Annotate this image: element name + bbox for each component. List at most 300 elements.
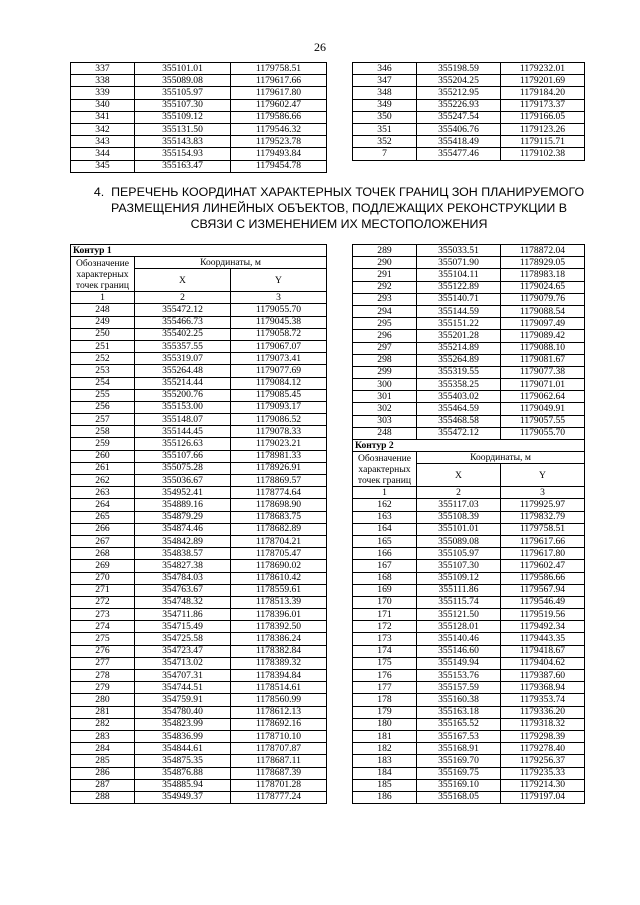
point-number: 348 (353, 87, 417, 99)
x-coordinate: 354949.37 (135, 791, 231, 803)
x-coordinate: 355033.51 (417, 245, 501, 257)
point-number: 303 (353, 415, 417, 427)
table-row (353, 318, 585, 330)
table-row (353, 730, 585, 742)
x-coordinate: 355153.76 (417, 670, 501, 682)
table-row (71, 340, 327, 352)
y-coordinate: 1179084.12 (231, 377, 327, 389)
table-row (71, 123, 327, 135)
point-number: 285 (71, 755, 135, 767)
point-number: 250 (71, 328, 135, 340)
point-number: 269 (71, 560, 135, 572)
table-row (353, 657, 585, 669)
x-coordinate: 355075.28 (135, 462, 231, 474)
point-number: 298 (353, 354, 417, 366)
contour-1-title: Контур 1 (71, 245, 135, 257)
point-number: 278 (71, 670, 135, 682)
point-number: 251 (71, 340, 135, 352)
x-coordinate: 354715.49 (135, 621, 231, 633)
table-row (353, 694, 585, 706)
point-number: 166 (353, 548, 417, 560)
y-coordinate: 1179073.41 (231, 353, 327, 365)
x-coordinate: 354748.32 (135, 596, 231, 608)
table-row (71, 560, 327, 572)
y-coordinate: 1179523.78 (231, 136, 327, 148)
point-number: 266 (71, 523, 135, 535)
point-number: 291 (353, 269, 417, 281)
x-coordinate: 355168.91 (417, 743, 501, 755)
column-number-row (353, 487, 585, 499)
table-row (71, 401, 327, 413)
table-row (71, 718, 327, 730)
point-number: 339 (71, 87, 135, 99)
x-coordinate: 355105.97 (417, 548, 501, 560)
point-number: 295 (353, 318, 417, 330)
y-coordinate: 1179197.04 (501, 791, 585, 803)
x-coordinate: 355160.38 (417, 694, 501, 706)
x-coordinate: 355105.97 (135, 87, 231, 99)
y-coordinate: 1178386.24 (231, 633, 327, 645)
y-coordinate: 1179418.67 (501, 645, 585, 657)
point-number: 274 (71, 621, 135, 633)
contour-title-row (353, 440, 585, 452)
table-row (353, 293, 585, 305)
x-coordinate: 355418.49 (417, 136, 501, 148)
y-coordinate: 1179088.54 (501, 305, 585, 317)
y-coordinate: 1179045.38 (231, 316, 327, 328)
point-number: 178 (353, 694, 417, 706)
y-coordinate: 1178612.13 (231, 706, 327, 718)
y-coordinate: 1178983.18 (501, 269, 585, 281)
point-number: 168 (353, 572, 417, 584)
y-coordinate: 1178687.39 (231, 767, 327, 779)
x-coordinate: 355472.12 (135, 304, 231, 316)
top-right-coordinates-table (352, 62, 585, 161)
section-title-line-2: РАЗМЕЩЕНИЯ ЛИНЕЙНЫХ ОБЪЕКТОВ, ПОДЛЕЖАЩИХ РЕКОНСТРУКЦИИ В (110, 201, 568, 215)
x-coordinate: 355319.55 (417, 366, 501, 378)
x-coordinate: 355143.83 (135, 136, 231, 148)
x-coordinate: 355109.12 (417, 572, 501, 584)
point-number: 248 (353, 427, 417, 439)
x-coordinate: 355204.25 (417, 75, 501, 87)
table-row (353, 743, 585, 755)
table-row (353, 791, 585, 803)
table-row (71, 755, 327, 767)
point-number: 343 (71, 136, 135, 148)
x-coordinate: 355036.67 (135, 475, 231, 487)
y-coordinate: 1179617.80 (501, 548, 585, 560)
point-number: 167 (353, 560, 417, 572)
table-row (353, 403, 585, 415)
table-row (353, 706, 585, 718)
point-number: 300 (353, 379, 417, 391)
y-coordinate: 1179058.72 (231, 328, 327, 340)
x-coordinate: 354707.31 (135, 670, 231, 682)
table-row (71, 75, 327, 87)
point-number: 346 (353, 63, 417, 75)
x-coordinate: 355214.89 (417, 342, 501, 354)
point-number: 294 (353, 305, 417, 317)
point-number: 347 (353, 75, 417, 87)
x-coordinate: 355214.44 (135, 377, 231, 389)
coordinates-header: Координаты, м (417, 452, 585, 464)
y-coordinate: 1178610.42 (231, 572, 327, 584)
x-coordinate: 355144.59 (417, 305, 501, 317)
point-number: 341 (71, 111, 135, 123)
x-coordinate: 355146.60 (417, 645, 501, 657)
y-coordinate: 1178774.64 (231, 487, 327, 499)
point-number: 261 (71, 462, 135, 474)
designation-header: Обозначение характерных точек границ (353, 452, 417, 487)
x-coordinate: 354784.03 (135, 572, 231, 584)
y-coordinate: 1179088.10 (501, 342, 585, 354)
x-coordinate: 355406.76 (417, 123, 501, 135)
point-number: 177 (353, 682, 417, 694)
point-number: 181 (353, 730, 417, 742)
point-number: 281 (71, 706, 135, 718)
column-number: 2 (417, 487, 501, 499)
x-coordinate: 355357.55 (135, 340, 231, 352)
x-coordinate: 355264.89 (417, 354, 501, 366)
x-coordinate: 354763.67 (135, 584, 231, 596)
x-coordinate: 355264.48 (135, 365, 231, 377)
designation-header: Обозначение характерных точек границ (71, 257, 135, 292)
x-coordinate: 355115.74 (417, 596, 501, 608)
point-number: 289 (353, 245, 417, 257)
table-row (353, 415, 585, 427)
point-number: 345 (71, 160, 135, 172)
point-number: 271 (71, 584, 135, 596)
point-number: 265 (71, 511, 135, 523)
x-coordinate: 355165.52 (417, 718, 501, 730)
table-row (71, 596, 327, 608)
point-number: 283 (71, 730, 135, 742)
point-number: 184 (353, 767, 417, 779)
table-row (353, 342, 585, 354)
top-left-coordinates-table (70, 62, 327, 173)
point-number: 256 (71, 401, 135, 413)
y-coordinate: 1178701.28 (231, 779, 327, 791)
table-row (353, 281, 585, 293)
y-coordinate: 1179023.21 (231, 438, 327, 450)
y-header: Y (501, 464, 585, 487)
x-coordinate: 354889.16 (135, 499, 231, 511)
point-number: 284 (71, 743, 135, 755)
point-number: 270 (71, 572, 135, 584)
point-number: 293 (353, 293, 417, 305)
point-number: 185 (353, 779, 417, 791)
y-coordinate: 1178705.47 (231, 548, 327, 560)
table-row (353, 718, 585, 730)
table-row (353, 111, 585, 123)
y-coordinate: 1179085.45 (231, 389, 327, 401)
point-number: 163 (353, 511, 417, 523)
x-coordinate: 355153.00 (135, 401, 231, 413)
table-row (71, 87, 327, 99)
point-number: 287 (71, 779, 135, 791)
table-row (353, 755, 585, 767)
x-coordinate: 354713.02 (135, 657, 231, 669)
contour-title-row (71, 245, 327, 257)
y-coordinate: 1179602.47 (231, 99, 327, 111)
point-number: 176 (353, 670, 417, 682)
y-coordinate: 1179617.80 (231, 87, 327, 99)
point-number: 272 (71, 596, 135, 608)
point-number: 338 (71, 75, 135, 87)
x-coordinate: 355108.39 (417, 511, 501, 523)
x-header: X (417, 464, 501, 487)
x-coordinate: 355157.59 (417, 682, 501, 694)
x-coordinate: 355089.08 (417, 535, 501, 547)
y-coordinate: 1179493.84 (231, 148, 327, 160)
contour-title-spacer (135, 245, 327, 257)
x-coordinate: 355128.01 (417, 621, 501, 633)
y-coordinate: 1179049.91 (501, 403, 585, 415)
point-number: 292 (353, 281, 417, 293)
x-coordinate: 355122.89 (417, 281, 501, 293)
y-coordinate: 1179546.49 (501, 596, 585, 608)
x-coordinate: 355247.54 (417, 111, 501, 123)
point-number: 257 (71, 414, 135, 426)
table-row (71, 328, 327, 340)
y-coordinate: 1179925.97 (501, 499, 585, 511)
point-number: 183 (353, 755, 417, 767)
y-coordinate: 1179093.17 (231, 401, 327, 413)
y-coordinate: 1179546.32 (231, 123, 327, 135)
x-coordinate: 355104.11 (417, 269, 501, 281)
table-row (71, 426, 327, 438)
x-coordinate: 355117.03 (417, 499, 501, 511)
y-coordinate: 1179443.35 (501, 633, 585, 645)
x-coordinate: 354952.41 (135, 487, 231, 499)
x-coordinate: 355140.46 (417, 633, 501, 645)
x-coordinate: 354725.58 (135, 633, 231, 645)
contour-title-spacer (417, 440, 585, 452)
table-row (353, 427, 585, 439)
point-number: 276 (71, 645, 135, 657)
table-row (353, 535, 585, 547)
x-coordinate: 355131.50 (135, 123, 231, 135)
y-coordinate: 1179832.79 (501, 511, 585, 523)
table-row (71, 633, 327, 645)
table-row (353, 245, 585, 257)
table-row (71, 462, 327, 474)
table-row (71, 148, 327, 160)
y-coordinate: 1178710.10 (231, 730, 327, 742)
x-coordinate: 354885.94 (135, 779, 231, 791)
x-coordinate: 354711.86 (135, 609, 231, 621)
table-row (353, 609, 585, 621)
y-coordinate: 1179387.60 (501, 670, 585, 682)
y-coordinate: 1179078.33 (231, 426, 327, 438)
point-number: 170 (353, 596, 417, 608)
table-row (71, 670, 327, 682)
point-number: 349 (353, 99, 417, 111)
table-row (71, 743, 327, 755)
contour-1-table (70, 244, 327, 804)
x-coordinate: 354823.99 (135, 718, 231, 730)
x-coordinate: 355468.58 (417, 415, 501, 427)
point-number: 264 (71, 499, 135, 511)
x-coordinate: 355212.95 (417, 87, 501, 99)
y-coordinate: 1179232.01 (501, 63, 585, 75)
y-coordinate: 1178683.75 (231, 511, 327, 523)
x-coordinate: 354723.47 (135, 645, 231, 657)
point-number: 171 (353, 609, 417, 621)
point-number: 162 (353, 499, 417, 511)
x-coordinate: 354827.38 (135, 560, 231, 572)
y-coordinate: 1178869.57 (231, 475, 327, 487)
y-coordinate: 1179567.94 (501, 584, 585, 596)
point-number: 180 (353, 718, 417, 730)
x-coordinate: 355472.12 (417, 427, 501, 439)
coordinates-header: Координаты, м (135, 257, 327, 269)
x-coordinate: 355464.59 (417, 403, 501, 415)
x-coordinate: 354875.35 (135, 755, 231, 767)
x-coordinate: 354744.51 (135, 682, 231, 694)
x-coordinate: 355151.22 (417, 318, 501, 330)
y-coordinate: 1178872.04 (501, 245, 585, 257)
table-row (353, 548, 585, 560)
x-coordinate: 355101.01 (417, 523, 501, 535)
x-header: X (135, 269, 231, 292)
point-number: 172 (353, 621, 417, 633)
table-row (353, 682, 585, 694)
table-row (353, 123, 585, 135)
y-coordinate: 1179081.67 (501, 354, 585, 366)
x-coordinate: 355403.02 (417, 391, 501, 403)
x-coordinate: 355107.30 (135, 99, 231, 111)
y-coordinate: 1179184.20 (501, 87, 585, 99)
column-number-row (71, 292, 327, 304)
point-number: 299 (353, 366, 417, 378)
table-row (71, 414, 327, 426)
y-coordinate: 1179278.40 (501, 743, 585, 755)
x-coordinate: 355169.70 (417, 755, 501, 767)
table-row (353, 366, 585, 378)
header-row (353, 452, 585, 464)
y-coordinate: 1179115.71 (501, 136, 585, 148)
x-coordinate: 355148.07 (135, 414, 231, 426)
table-row (353, 257, 585, 269)
table-row (71, 694, 327, 706)
x-coordinate: 354836.99 (135, 730, 231, 742)
point-number: 252 (71, 353, 135, 365)
x-coordinate: 355144.45 (135, 426, 231, 438)
x-coordinate: 354879.29 (135, 511, 231, 523)
x-coordinate: 355477.46 (417, 148, 501, 160)
point-number: 186 (353, 791, 417, 803)
y-coordinate: 1178926.91 (231, 462, 327, 474)
point-number: 286 (71, 767, 135, 779)
point-number: 165 (353, 535, 417, 547)
point-number: 268 (71, 548, 135, 560)
y-coordinate: 1179089.42 (501, 330, 585, 342)
table-row (71, 621, 327, 633)
point-number: 267 (71, 535, 135, 547)
point-number: 7 (353, 148, 417, 160)
point-number: 248 (71, 304, 135, 316)
table-row (353, 779, 585, 791)
y-coordinate: 1179214.30 (501, 779, 585, 791)
x-coordinate: 354780.40 (135, 706, 231, 718)
x-coordinate: 354844.61 (135, 743, 231, 755)
y-coordinate: 1179166.05 (501, 111, 585, 123)
y-coordinate: 1179586.66 (501, 572, 585, 584)
y-coordinate: 1179173.37 (501, 99, 585, 111)
y-coordinate: 1179758.51 (231, 63, 327, 75)
x-coordinate: 355121.50 (417, 609, 501, 621)
y-coordinate: 1178692.16 (231, 718, 327, 730)
y-coordinate: 1179256.37 (501, 755, 585, 767)
point-number: 282 (71, 718, 135, 730)
x-coordinate: 355200.76 (135, 389, 231, 401)
point-number: 350 (353, 111, 417, 123)
y-coordinate: 1178682.89 (231, 523, 327, 535)
y-coordinate: 1178704.21 (231, 535, 327, 547)
x-coordinate: 355169.10 (417, 779, 501, 791)
table-row (71, 584, 327, 596)
x-coordinate: 355126.63 (135, 438, 231, 450)
x-coordinate: 355154.93 (135, 148, 231, 160)
table-row (71, 767, 327, 779)
x-coordinate: 355140.71 (417, 293, 501, 305)
x-coordinate: 355163.47 (135, 160, 231, 172)
section-heading (84, 184, 594, 232)
table-row (71, 572, 327, 584)
point-number: 280 (71, 694, 135, 706)
table-row (353, 572, 585, 584)
table-row (71, 99, 327, 111)
table-row (353, 63, 585, 75)
y-coordinate: 1178513.39 (231, 596, 327, 608)
table-row (71, 548, 327, 560)
table-row (353, 523, 585, 535)
point-number: 262 (71, 475, 135, 487)
point-number: 297 (353, 342, 417, 354)
table-row (353, 379, 585, 391)
point-number: 273 (71, 609, 135, 621)
table-row (353, 596, 585, 608)
y-coordinate: 1178698.90 (231, 499, 327, 511)
x-coordinate: 355198.59 (417, 63, 501, 75)
y-coordinate: 1178389.32 (231, 657, 327, 669)
section-heading-line-1 (84, 184, 594, 200)
column-number: 3 (501, 487, 585, 499)
table-row (71, 365, 327, 377)
point-number: 290 (353, 257, 417, 269)
y-coordinate: 1179235.33 (501, 767, 585, 779)
point-number: 296 (353, 330, 417, 342)
section-title-line-1: ПЕРЕЧЕНЬ КООРДИНАТ ХАРАКТЕРНЫХ ТОЧЕК ГРАНИЦ ЗОН ПЛАНИРУЕМОГО (111, 185, 585, 199)
x-coordinate: 355169.75 (417, 767, 501, 779)
table-row (353, 269, 585, 281)
table-row (353, 75, 585, 87)
y-coordinate: 1179123.26 (501, 123, 585, 135)
table-row (71, 316, 327, 328)
y-coordinate: 1179758.51 (501, 523, 585, 535)
x-coordinate: 354876.88 (135, 767, 231, 779)
y-coordinate: 1178560.99 (231, 694, 327, 706)
point-number: 182 (353, 743, 417, 755)
x-coordinate: 355167.53 (417, 730, 501, 742)
point-number: 351 (353, 123, 417, 135)
point-number: 173 (353, 633, 417, 645)
y-coordinate: 1178981.33 (231, 450, 327, 462)
y-coordinate: 1178514.61 (231, 682, 327, 694)
x-coordinate: 355149.94 (417, 657, 501, 669)
y-coordinate: 1178929.05 (501, 257, 585, 269)
